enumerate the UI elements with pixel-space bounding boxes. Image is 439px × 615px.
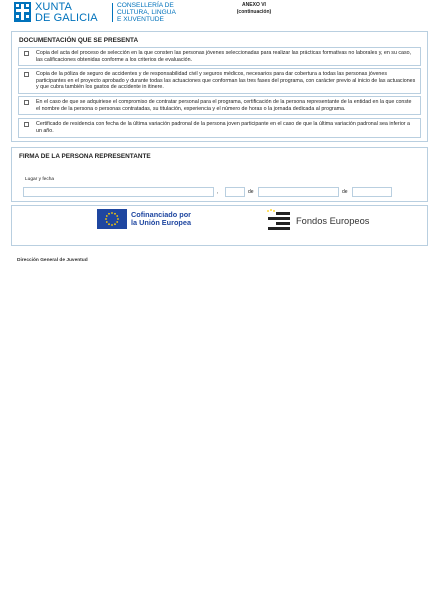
document-checkbox[interactable] [24, 122, 29, 127]
signature-title: FIRMA DE LA PERSONA REPRESENTANTE [19, 153, 151, 160]
dept-line-3: E XUVENTUDE [117, 16, 164, 23]
fondos-europeos-text: Fondos Europeos [296, 216, 370, 226]
de-label-1: de [248, 189, 254, 195]
funding-logos-section [11, 205, 428, 246]
department-name [117, 2, 176, 23]
eu-line-2: la Unión Europea [131, 218, 192, 227]
documents-title: DOCUMENTACIÓN QUE SE PRESENTA [19, 37, 139, 44]
day-field[interactable] [225, 187, 245, 197]
annex-heading [219, 2, 289, 15]
de-label-2: de [342, 189, 348, 195]
dept-line-1: CONSELLERÍA DE [117, 2, 174, 9]
eu-line-1: Cofinanciado por [131, 210, 191, 219]
xunta-brand-name [35, 2, 98, 23]
eu-flag-icon [97, 209, 127, 229]
document-text: Certificado de residencia con fecha de la última variación padronal de la persona joven participante en el caso de que la última variación padronal sea inferior a un año. [36, 121, 410, 134]
brand-line-2: DE GALICIA [35, 11, 98, 24]
month-field[interactable] [258, 187, 339, 197]
documents-section [11, 31, 428, 142]
document-checkbox[interactable] [24, 51, 29, 56]
comma-separator: , [217, 189, 219, 195]
document-checkbox[interactable] [24, 100, 29, 105]
document-item [18, 96, 421, 115]
page-header [14, 2, 434, 24]
signature-section [11, 147, 428, 202]
fondos-europeos-icon [264, 208, 294, 232]
document-item [18, 118, 421, 138]
dept-line-2: CULTURA, LINGUA [117, 9, 176, 16]
annex-subtitle: (continuación) [236, 8, 272, 15]
document-text: Copia de la póliza de seguro de accidentes y de responsabilidad civil y seguros médicos, necesarios para dar cobertura a todas las personas jóvenes participantes en el proyecto aprobado y durante todas las actuaciones que conforman las tres fases del programa, con carácter previo al inicio de las actuaciones y que cubra también los gastos de accidente in itinere. [36, 71, 416, 91]
brand-line-1: XUNTA [35, 1, 72, 13]
document-item [18, 47, 421, 66]
annex-title: ANEXO VI [242, 2, 266, 8]
document-text: Copia del acta del proceso de selección en la que consten las personas jóvenes seleccionadas para realizar las prácticas formativas no laborales y, en su caso, las calificaciones obtenidas conforme a los criterios de evaluación. [36, 50, 412, 63]
document-checkbox[interactable] [24, 72, 29, 77]
year-field[interactable] [352, 187, 392, 197]
footer-department: Dirección General de Juventud [17, 258, 88, 263]
xunta-logo-icon [14, 2, 31, 22]
place-date-label: Lugar y fecha [25, 177, 55, 182]
eu-cofunding-text [131, 211, 191, 227]
brand-divider [112, 3, 113, 22]
document-text: En el caso de que se adquiriese el compromiso de contratar personal para el programa, certificación de la persona representante de la entidad en la que conste el nombre de la persona o personas contratadas, su titulación, experiencia y el número de horas o la jornada dedicada al programa. [36, 99, 412, 112]
document-item [18, 68, 421, 94]
place-field[interactable] [23, 187, 214, 197]
